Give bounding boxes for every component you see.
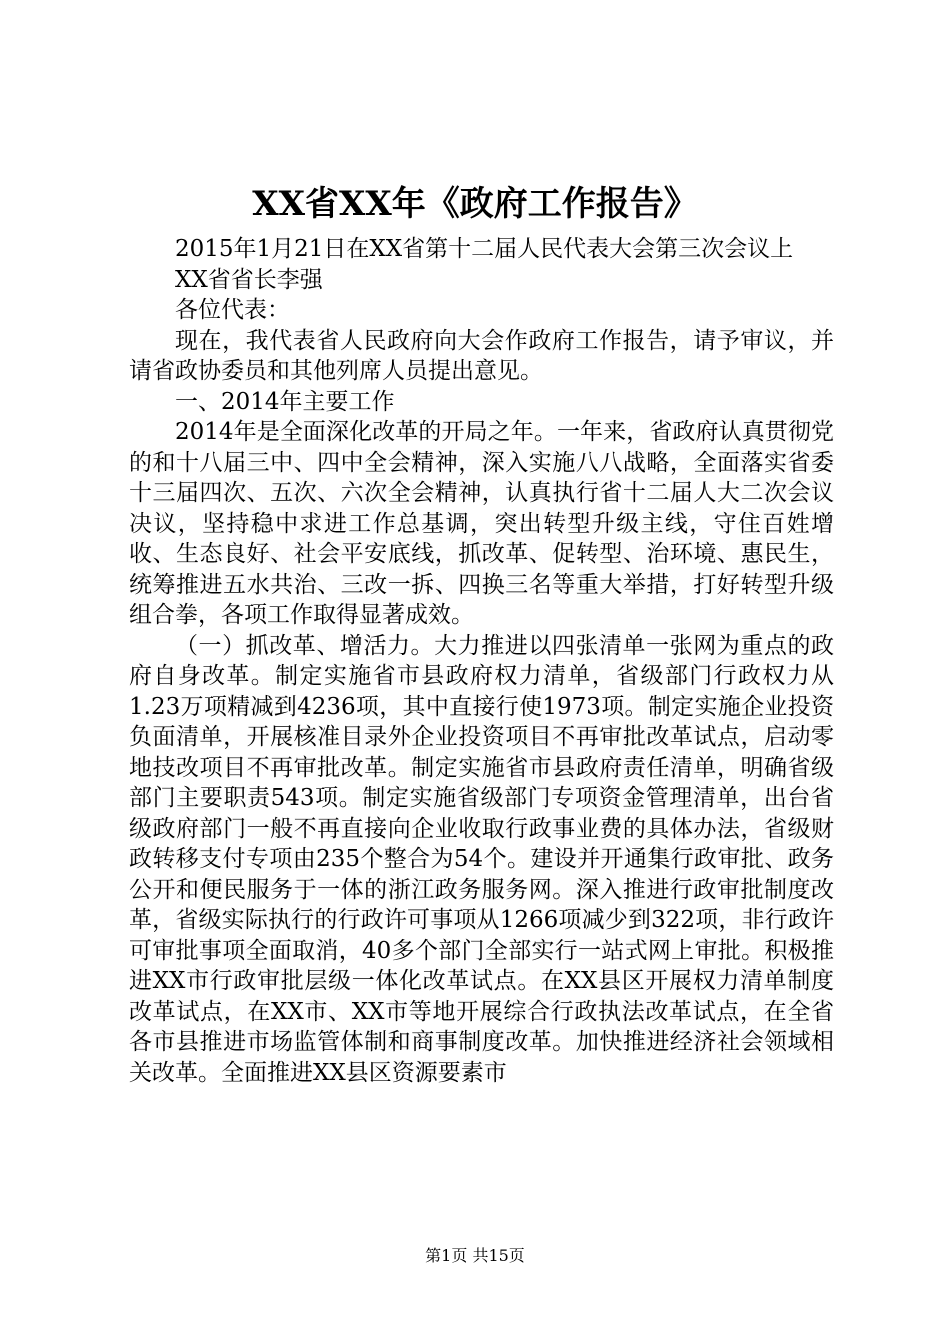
salutation: 各位代表： <box>175 297 290 323</box>
section-heading: 一、2014年主要工作 <box>175 388 395 415</box>
intro-paragraph: 现在，我代表省人民政府向大会作政府工作报告，请予审议，并请省政协委员和其他列席人员提出意见。 <box>129 327 834 384</box>
document-body <box>129 234 834 1088</box>
body-paragraph: （一）抓改革、增活力。大力推进以四张清单一张网为重点的政府自身改革。制定实施省市县政府权力清单，省级部门行政权力从1.23万项精减到4236项，其中直接行使1973项。制定实施企业投资负面清单，开展核准目录外企业投资项目不再审批改革试点，启动零地技改项目不再审批改革。制定实施省市县政府责任清单，明确省级部门主要职责543项。制定实施省级部门专项资金管理清单，出台省级政府部门一般不再直接向企业收取行政事业费的具体办法，省级财政转移支付专项由235个整合为54个。建设并开通集行政审批、政务公开和便民服务于一体的浙江政务服务网。深入推进行政审批制度改革，省级实际执行的行政许可事项从1266项减少到322项，非行政许可审批事项全面取消，40多个部门全部实行一站式网上审批。积极推进XX市行政审批层级一体化改革试点。在XX县区开展权力清单制度改革试点，在XX市、XX市等地开展综合行政执法改革试点，在全省各市县推进市场监管体制和商事制度改革。加快推进经济社会领域相关改革。全面推进XX县区资源要素市 <box>129 632 834 1086</box>
body-paragraph: 2014年是全面深化改革的开局之年。一年来，省政府认真贯彻党的和十八届三中、四中全会精神，深入实施八八战略，全面落实省委十三届四次、五次、六次全会精神，认真执行省十二届人大二次会议决议，坚持稳中求进工作总基调，突出转型升级主线，守住百姓增收、生态良好、社会平安底线，抓改革、促转型、治环境、惠民生，统筹推进五水共治、三改一拆、四换三名等重大举措，打好转型升级组合拳，各项工作取得显著成效。 <box>129 419 834 628</box>
document-title: XX省XX年《政府工作报告》 <box>252 184 698 224</box>
speaker-line: XX省省长李强 <box>175 266 323 293</box>
meeting-line: 2015年1月21日在XX省第十二届人民代表大会第三次会议上 <box>175 236 794 262</box>
page-footer: 第1页 共15页 <box>425 1246 525 1265</box>
